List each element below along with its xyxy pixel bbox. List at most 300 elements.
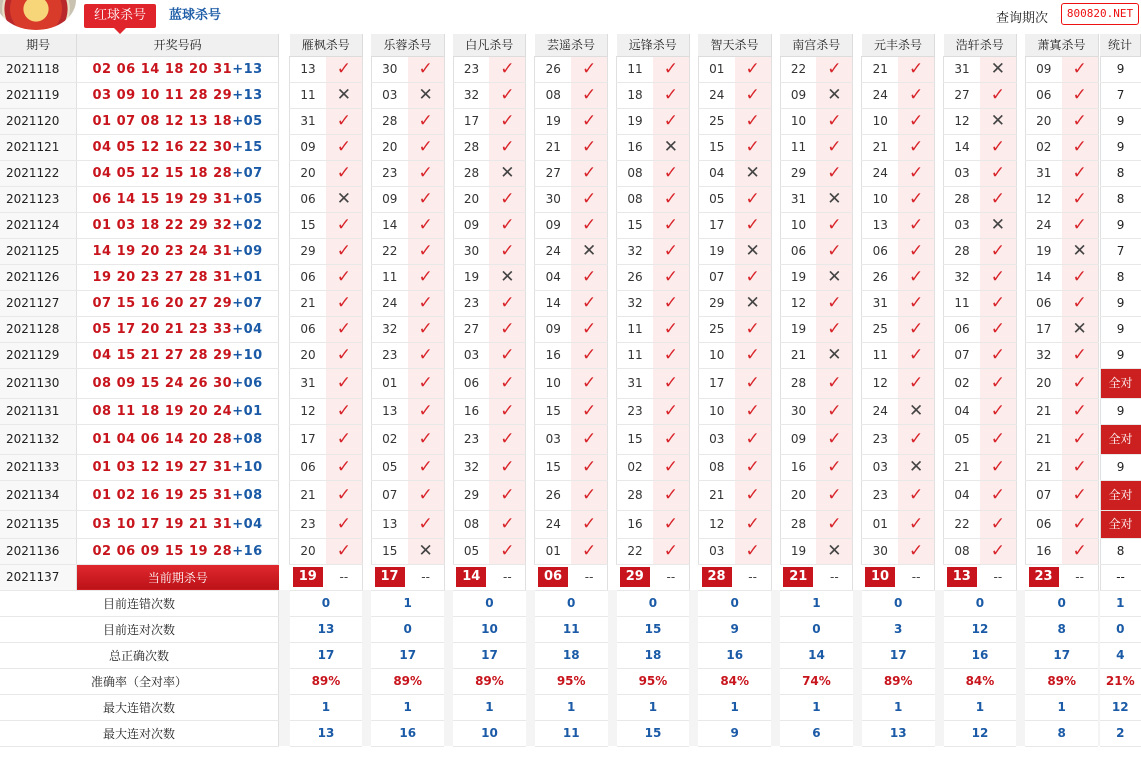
kill-number-cell: 09 [780, 82, 816, 108]
result-mark-cell [326, 398, 362, 424]
stat-value: 0 [698, 590, 771, 616]
column-gap [526, 134, 535, 160]
check-icon: ✓ [990, 136, 1005, 157]
kill-number-cell: 25 [862, 316, 898, 342]
column-gap [689, 564, 698, 590]
tab-blue-ball-kill[interactable]: 蓝球杀号 [169, 8, 222, 23]
pending-mark: -- [735, 564, 771, 590]
red-ball-numbers: 04 05 12 15 18 28 [92, 165, 233, 181]
cross-icon: ✕ [663, 136, 678, 157]
column-gap [526, 398, 535, 424]
column-gap [689, 108, 698, 134]
result-mark-cell [980, 186, 1016, 212]
kill-number-cell: 30 [453, 238, 489, 264]
check-icon: ✓ [581, 162, 597, 183]
stat-value: 18 [617, 642, 690, 668]
result-mark-cell [489, 510, 525, 538]
check-icon: ✓ [336, 400, 351, 421]
column-gap [689, 694, 698, 720]
column-gap [279, 212, 290, 238]
stat-value: 0 [371, 616, 444, 642]
cross-icon: ✕ [827, 84, 842, 105]
result-mark-cell [489, 160, 525, 186]
kill-number-cell: 32 [1025, 342, 1061, 368]
check-icon: ✓ [336, 344, 351, 365]
check-icon: ✓ [336, 110, 351, 131]
check-icon: ✓ [908, 162, 924, 183]
result-mark-cell [408, 342, 444, 368]
column-gap [771, 368, 780, 398]
result-mark-cell [653, 264, 689, 290]
cross-icon: ✕ [500, 266, 515, 287]
table-row [0, 316, 1141, 342]
cross-icon: ✕ [908, 456, 924, 477]
column-gap [935, 454, 944, 480]
check-icon: ✓ [745, 484, 760, 505]
result-mark-cell [980, 290, 1016, 316]
kill-number-cell: 01 [371, 368, 407, 398]
stat-value: 6 [780, 720, 853, 746]
kill-number-cell: 15 [617, 212, 653, 238]
stat-row [0, 590, 1141, 616]
tab-red-ball-kill[interactable]: 红球杀号 [84, 4, 156, 28]
kill-number-cell: 28 [371, 108, 407, 134]
kill-number-cell: 12 [1025, 186, 1061, 212]
column-gap [608, 212, 617, 238]
check-icon: ✓ [745, 214, 760, 235]
period-cell: 2021127 [0, 290, 77, 316]
kill-number-cell: 29 [780, 160, 816, 186]
red-ball-numbers: 19 20 23 27 28 31 [92, 269, 233, 285]
count-cell: 9 [1100, 134, 1140, 160]
column-gap [1016, 398, 1025, 424]
check-icon: ✓ [908, 266, 924, 287]
column-gap [279, 642, 290, 668]
kill-number-cell: 16 [535, 342, 571, 368]
stat-value: 89% [371, 668, 444, 694]
period-cell: 2021120 [0, 108, 77, 134]
period-cell: 2021119 [0, 82, 77, 108]
stat-value: 1 [862, 694, 935, 720]
kill-number-cell: 03 [698, 424, 734, 454]
result-mark-cell [653, 290, 689, 316]
draw-numbers-cell [77, 538, 279, 564]
stat-value: 1 [453, 694, 526, 720]
result-mark-cell [898, 186, 934, 212]
blue-ball-number: +05 [232, 191, 263, 207]
kill-number-cell: 12 [780, 290, 816, 316]
column-gap [935, 264, 944, 290]
column-gap [608, 538, 617, 564]
column-header-expert: 元丰杀号 [862, 34, 935, 56]
column-gap [689, 590, 698, 616]
kill-number-cell: 28 [617, 480, 653, 510]
result-mark-cell [408, 186, 444, 212]
result-mark-cell [898, 454, 934, 480]
result-mark-cell [571, 212, 607, 238]
column-gap [444, 564, 453, 590]
blue-ball-number: +07 [232, 165, 263, 181]
check-icon: ✓ [500, 292, 515, 313]
column-gap [1016, 238, 1025, 264]
draw-numbers-cell [77, 56, 279, 82]
kill-number-cell: 22 [780, 56, 816, 82]
column-gap [1016, 212, 1025, 238]
kill-number-cell: 06 [1025, 82, 1061, 108]
column-gap [853, 590, 862, 616]
stat-value: 17 [1025, 642, 1098, 668]
blue-ball-number: +13 [232, 61, 263, 77]
count-cell [1100, 424, 1140, 454]
check-icon: ✓ [663, 456, 678, 477]
kill-number-cell: 24 [1025, 212, 1061, 238]
column-gap [771, 82, 780, 108]
kill-number-cell: 30 [780, 398, 816, 424]
column-gap [279, 590, 290, 616]
result-mark-cell [735, 56, 771, 82]
result-mark-cell [408, 454, 444, 480]
column-gap [935, 368, 944, 398]
kill-number-cell: 04 [944, 398, 980, 424]
check-icon: ✓ [663, 428, 678, 449]
column-gap [608, 290, 617, 316]
stat-value: 11 [535, 720, 608, 746]
check-icon: ✓ [500, 456, 515, 477]
blue-ball-number: +02 [232, 217, 263, 233]
column-gap [526, 668, 535, 694]
all-correct-badge: 全对 [1108, 517, 1133, 531]
column-gap [853, 34, 862, 56]
column-gap [771, 668, 780, 694]
column-gap [362, 290, 371, 316]
lottery-logo [0, 0, 76, 30]
stat-total: 2 [1100, 720, 1140, 746]
period-cell: 2021128 [0, 316, 77, 342]
kill-number-cell: 07 [698, 264, 734, 290]
blue-ball-number: +04 [232, 321, 263, 337]
column-gap [853, 668, 862, 694]
column-gap [689, 82, 698, 108]
blue-ball-number: +10 [232, 347, 263, 363]
kill-number-cell: 23 [290, 510, 326, 538]
column-gap [1016, 34, 1025, 56]
column-gap [608, 642, 617, 668]
stat-value: 89% [453, 668, 526, 694]
check-icon: ✓ [500, 484, 515, 505]
result-mark-cell [735, 424, 771, 454]
column-gap [608, 342, 617, 368]
column-gap [853, 264, 862, 290]
kill-number-cell: 05 [698, 186, 734, 212]
result-mark-cell [1062, 160, 1098, 186]
column-gap [444, 668, 453, 694]
kill-number-cell: 14 [944, 134, 980, 160]
check-icon: ✓ [500, 136, 515, 157]
column-gap [444, 82, 453, 108]
result-mark-cell [980, 510, 1016, 538]
column-gap [362, 480, 371, 510]
table-row [0, 186, 1141, 212]
check-icon: ✓ [908, 428, 924, 449]
kill-number-cell: 23 [453, 290, 489, 316]
kill-number-cell: 21 [290, 480, 326, 510]
result-mark-cell [489, 82, 525, 108]
column-gap [279, 454, 290, 480]
column-gap [935, 290, 944, 316]
kill-number-cell: 23 [453, 56, 489, 82]
stat-value: 16 [698, 642, 771, 668]
check-icon: ✓ [663, 372, 678, 393]
cross-icon: ✕ [418, 84, 433, 105]
column-gap [279, 160, 290, 186]
red-ball-numbers: 03 10 17 19 21 31 [92, 516, 233, 532]
stat-value: 14 [780, 642, 853, 668]
result-mark-cell [1062, 398, 1098, 424]
result-mark-cell [898, 316, 934, 342]
stat-value: 0 [1025, 590, 1098, 616]
check-icon: ✓ [1072, 136, 1087, 157]
column-gap [771, 108, 780, 134]
stat-total: 4 [1100, 642, 1140, 668]
result-mark-cell [653, 238, 689, 264]
stat-value: 1 [290, 694, 363, 720]
column-gap [444, 316, 453, 342]
kill-number-cell: 31 [862, 290, 898, 316]
kill-number-cell: 08 [698, 454, 734, 480]
column-header-count: 统计 [1100, 34, 1140, 56]
column-gap [608, 510, 617, 538]
result-mark-cell [408, 368, 444, 398]
column-gap [853, 694, 862, 720]
kill-number-cell: 32 [617, 238, 653, 264]
check-icon: ✓ [663, 58, 678, 79]
result-mark-cell [1062, 290, 1098, 316]
check-icon: ✓ [663, 484, 678, 505]
column-gap [935, 212, 944, 238]
result-mark-cell [735, 342, 771, 368]
current-kill-cell [453, 564, 489, 590]
column-gap [771, 186, 780, 212]
result-mark-cell [571, 510, 607, 538]
check-icon: ✓ [1072, 428, 1087, 449]
cross-icon: ✕ [336, 188, 351, 209]
kill-number-cell: 17 [453, 108, 489, 134]
blue-ball-number: +08 [232, 431, 263, 447]
draw-numbers-cell [77, 316, 279, 342]
stat-label: 最大连对次数 [0, 720, 279, 746]
column-gap [444, 398, 453, 424]
result-mark-cell [735, 480, 771, 510]
column-gap [689, 186, 698, 212]
column-gap [771, 616, 780, 642]
kill-number-cell: 06 [290, 316, 326, 342]
result-mark-cell [816, 424, 852, 454]
pending-mark: -- [326, 564, 362, 590]
column-gap [279, 186, 290, 212]
red-ball-numbers: 04 05 12 16 22 30 [92, 139, 233, 155]
column-gap [444, 290, 453, 316]
column-gap [526, 590, 535, 616]
column-gap [935, 538, 944, 564]
check-icon: ✓ [581, 136, 597, 157]
kill-number-cell: 21 [1025, 398, 1061, 424]
kill-number-cell: 14 [371, 212, 407, 238]
check-icon: ✓ [990, 266, 1005, 287]
count-cell: 8 [1100, 186, 1140, 212]
result-mark-cell [489, 454, 525, 480]
period-cell: 2021130 [0, 368, 77, 398]
column-gap [608, 564, 617, 590]
check-icon: ✓ [990, 372, 1005, 393]
column-gap [444, 694, 453, 720]
kill-number-cell: 21 [290, 290, 326, 316]
kill-number-cell: 20 [371, 134, 407, 160]
draw-numbers-cell [77, 186, 279, 212]
period-cell: 2021118 [0, 56, 77, 82]
result-mark-cell [1062, 424, 1098, 454]
kill-number-cell: 03 [944, 160, 980, 186]
result-mark-cell [653, 538, 689, 564]
kill-number-cell: 21 [780, 342, 816, 368]
cross-icon: ✕ [745, 240, 760, 261]
count-cell [1100, 368, 1140, 398]
kill-number-cell: 11 [290, 82, 326, 108]
result-mark-cell [816, 454, 852, 480]
kill-number-cell: 04 [944, 480, 980, 510]
kill-number-cell: 11 [617, 342, 653, 368]
stat-value: 13 [862, 720, 935, 746]
column-gap [853, 480, 862, 510]
column-gap [689, 368, 698, 398]
kill-number-cell: 26 [617, 264, 653, 290]
kill-number-cell: 32 [453, 82, 489, 108]
current-kill-label: 当前期杀号 [77, 564, 279, 590]
column-gap [771, 720, 780, 746]
kill-number-cell: 06 [1025, 510, 1061, 538]
result-mark-cell [571, 538, 607, 564]
current-kill-number: 14 [456, 567, 486, 587]
draw-numbers-cell [77, 134, 279, 160]
result-mark-cell [653, 186, 689, 212]
query-period-label[interactable]: 查询期次 [996, 11, 1049, 26]
column-gap [362, 186, 371, 212]
column-gap [771, 510, 780, 538]
result-mark-cell [816, 290, 852, 316]
stat-value: 1 [698, 694, 771, 720]
column-gap [362, 264, 371, 290]
check-icon: ✓ [827, 372, 842, 393]
kill-number-cell: 15 [698, 134, 734, 160]
column-gap [526, 108, 535, 134]
stat-value: 12 [944, 616, 1017, 642]
stat-value: 0 [290, 590, 363, 616]
current-kill-number: 21 [783, 567, 813, 587]
result-mark-cell [816, 238, 852, 264]
check-icon: ✓ [663, 540, 678, 561]
result-mark-cell [1062, 212, 1098, 238]
check-icon: ✓ [581, 110, 597, 131]
column-gap [608, 398, 617, 424]
column-gap [1016, 108, 1025, 134]
stat-row [0, 694, 1141, 720]
stat-label: 准确率（全对率） [0, 668, 279, 694]
check-icon: ✓ [336, 372, 351, 393]
current-kill-cell [698, 564, 734, 590]
red-ball-numbers: 03 09 10 11 28 29 [92, 87, 233, 103]
check-icon: ✓ [336, 58, 351, 79]
column-gap [771, 342, 780, 368]
kill-number-cell: 31 [290, 368, 326, 398]
stat-total: 12 [1100, 694, 1140, 720]
column-gap [279, 134, 290, 160]
draw-numbers-cell [77, 510, 279, 538]
kill-number-cell: 23 [862, 480, 898, 510]
period-cell: 2021125 [0, 238, 77, 264]
red-ball-numbers: 06 14 15 19 29 31 [92, 191, 233, 207]
kill-number-cell: 11 [617, 316, 653, 342]
check-icon: ✓ [827, 214, 842, 235]
result-mark-cell [816, 342, 852, 368]
column-gap [1016, 538, 1025, 564]
column-gap [771, 564, 780, 590]
column-gap [279, 510, 290, 538]
period-cell: 2021135 [0, 510, 77, 538]
column-gap [526, 56, 535, 82]
kill-number-cell: 31 [944, 56, 980, 82]
column-gap [279, 82, 290, 108]
all-correct-badge: 全对 [1108, 432, 1133, 446]
check-icon: ✓ [990, 428, 1005, 449]
kill-number-cell: 25 [698, 316, 734, 342]
kill-number-cell: 28 [944, 186, 980, 212]
result-mark-cell [571, 342, 607, 368]
stat-row [0, 616, 1141, 642]
result-mark-cell [816, 108, 852, 134]
check-icon: ✓ [336, 240, 351, 261]
period-cell: 2021129 [0, 342, 77, 368]
result-mark-cell [898, 368, 934, 398]
kill-number-cell: 28 [780, 368, 816, 398]
column-gap [444, 720, 453, 746]
kill-number-cell: 31 [780, 186, 816, 212]
check-icon: ✓ [1072, 292, 1087, 313]
stat-row [0, 642, 1141, 668]
kill-number-cell: 09 [1025, 56, 1061, 82]
check-icon: ✓ [581, 372, 597, 393]
table-row [0, 538, 1141, 564]
stat-row [0, 720, 1141, 746]
cross-icon: ✕ [336, 84, 351, 105]
kill-number-cell: 32 [944, 264, 980, 290]
column-gap [935, 668, 944, 694]
red-ball-numbers: 01 03 12 19 27 31 [92, 459, 233, 475]
column-gap [1016, 290, 1025, 316]
stat-label: 最大连错次数 [0, 694, 279, 720]
column-gap [279, 238, 290, 264]
result-mark-cell [735, 264, 771, 290]
column-gap [444, 264, 453, 290]
result-mark-cell [326, 238, 362, 264]
stat-value: 17 [371, 642, 444, 668]
check-icon: ✓ [418, 318, 433, 339]
cross-icon: ✕ [745, 292, 760, 313]
check-icon: ✓ [663, 292, 678, 313]
kill-number-cell: 08 [944, 538, 980, 564]
blue-ball-number: +01 [232, 403, 263, 419]
kill-number-cell: 10 [698, 342, 734, 368]
column-gap [279, 480, 290, 510]
check-icon: ✓ [745, 428, 760, 449]
